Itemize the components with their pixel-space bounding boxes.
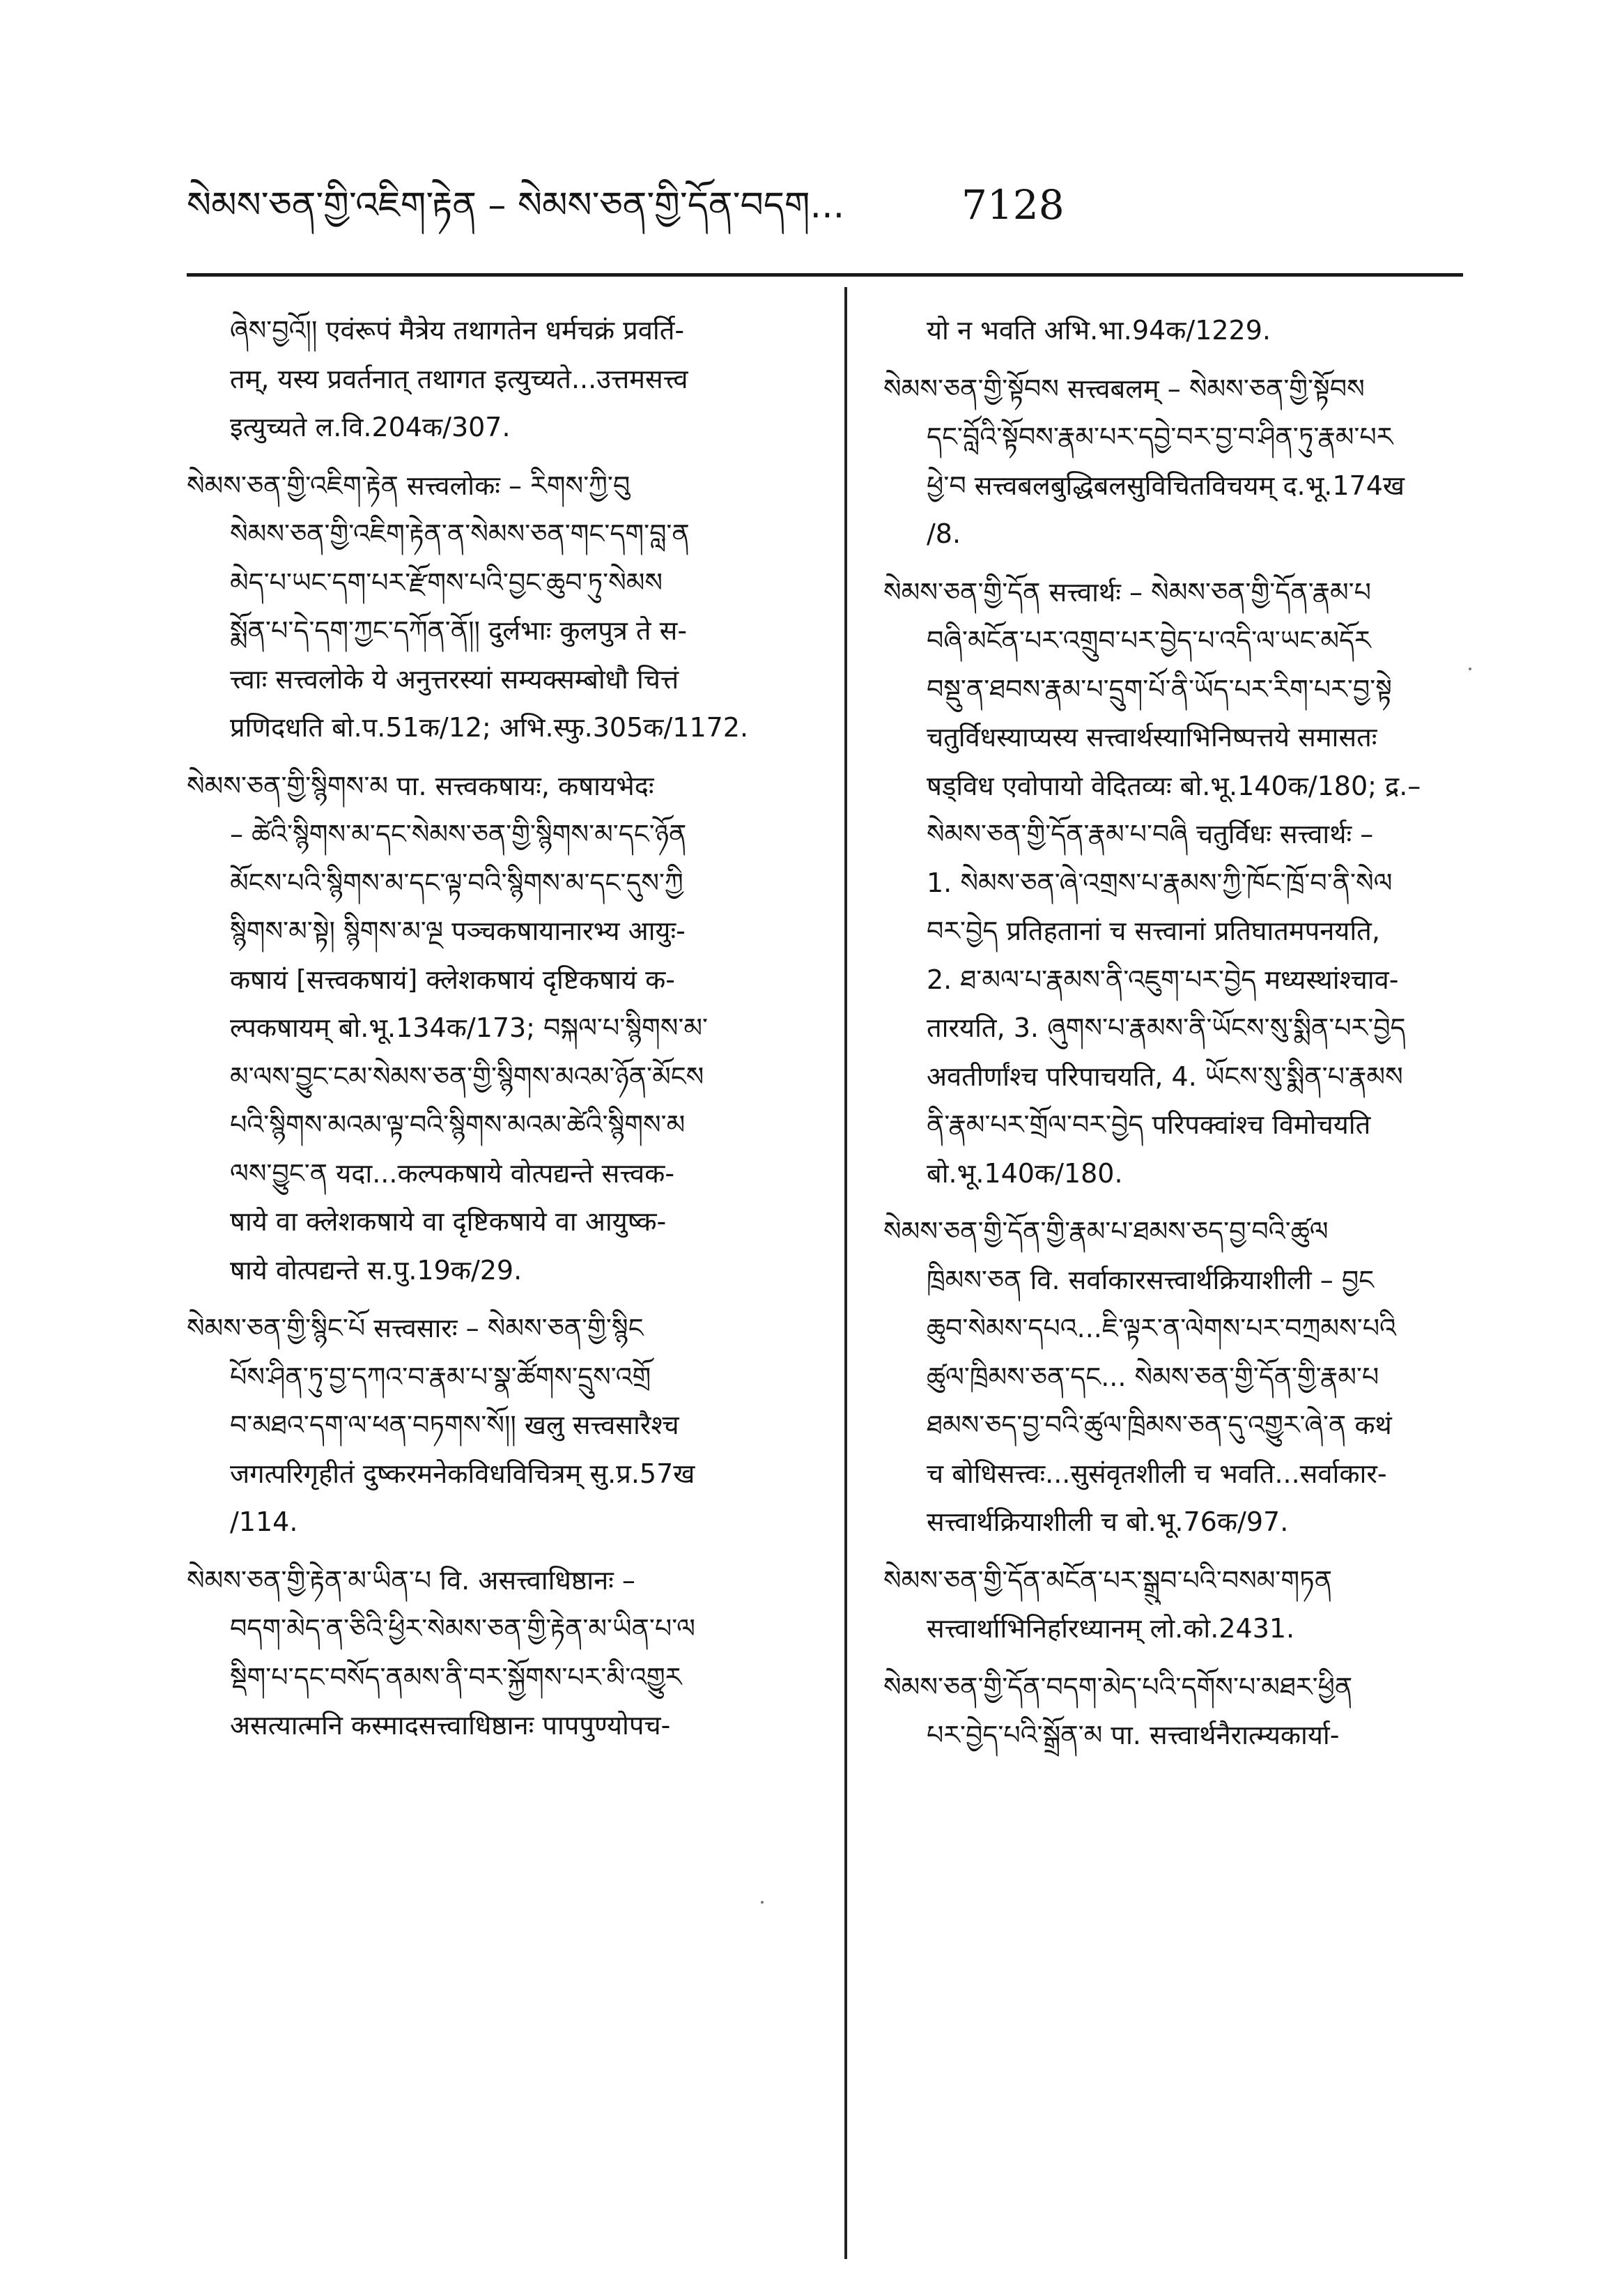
entry-line: सत्त्वार्थक्रियाशीली च बो.भू.76क/97. <box>927 1506 1289 1537</box>
scan-speck <box>1469 668 1471 670</box>
entry-line: असत्यात्मनि कस्मादसत्त्वाधिष्ठानः पापपुण्योपच- <box>230 1710 671 1741</box>
entry-line: चतुर्विधस्याप्यस्य सत्त्वार्थस्याभिनिष्पत्तये समासतः <box>927 722 1377 753</box>
entry-line: 2. ཐ་མལ་པ་རྣམས་ནི་འཇུག་པར་བྱེད मध्यस्थांश्चाव- <box>927 964 1399 995</box>
entry-line: བར་བྱེད प्रतिहतानां च सत्त्वानां प्रतिघातमपनयति, <box>927 916 1380 946</box>
entry-line: 1. སེམས་ཅན་ཞེ་འགྲས་པ་རྣམས་ཀྱི་ཁོང་ཁྲོ་བ་ནི་སེལ <box>927 867 1393 898</box>
entry-line: སེམས་ཅན་གྱི་འཇིག་རྟེན་ན་སེམས་ཅན་གང་དག་བླ་ན <box>230 518 690 549</box>
left-column <box>187 307 815 1760</box>
entry-line: षड्विध एवोपायो वेदितव्यः बो.भू.140क/180; द्र.– <box>927 770 1421 801</box>
header-rule <box>187 273 1463 277</box>
entry-line: ཕྱེ་བ सत्त्वबलबुद्धिबलसुविचितविचयम् द.भू.174ख <box>927 470 1405 501</box>
entry-line: མོངས་པའི་སྙིགས་མ་དང་ལྟ་བའི་སྙིགས་མ་དང་དུས་ཀྱི <box>230 867 683 898</box>
entry-line: བ་མཐའ་དག་ལ་ཕན་བཏགས་སོ།། खलु सत्त्वसारैश्च <box>230 1410 679 1440</box>
scan-speck <box>761 1901 764 1904</box>
entry-line: སེམས་ཅན་གྱི་སྙིགས་མ पा. सत्त्वकषायः, कषायभेदः <box>187 770 654 801</box>
dictionary-entry <box>187 762 815 1295</box>
continued-entry <box>187 307 815 452</box>
entry-line: སེམས་ཅན་གྱི་རྟེན་མ་ཡིན་པ वि. असत्त्वाधिष्ठानः – <box>187 1564 635 1596</box>
dictionary-entry <box>883 1663 1476 1760</box>
entry-line: ल्पकषायम् बो.भू.134क/173; བསྐལ་པ་སྙིགས་མ་ <box>230 1012 709 1043</box>
entry-line: यो न भवति अभि.भा.94क/1229. <box>927 315 1271 346</box>
entry-line: མ་ལས་བྱུང་ངམ་སེམས་ཅན་གྱི་སྙིགས་མའམ་ཉོན་མོངས <box>230 1061 704 1092</box>
page-number: 7128 <box>961 181 1065 229</box>
dictionary-entry <box>883 1208 1476 1547</box>
entry-line: དང་བློའི་སྟོབས་རྣམ་པར་དབྱེ་བར་བྱ་བ་ཤིན་ཏུ་རྣམ་པར <box>927 422 1393 452</box>
entry-line: प्रणिदधति बो.प.51क/12; अभि.स्फु.305क/1172. <box>230 712 749 743</box>
right-column <box>883 307 1476 1770</box>
entry-line: /8. <box>927 518 961 549</box>
entry-line: ལས་བྱུང་ན यदा...कल्पकषाये वोत्पद्यन्ते सत्त्वक- <box>230 1157 675 1189</box>
entry-line: जगत्परिगृहीतं दुष्करमनेकविधविचित्रम् सु.प्र.57ख <box>230 1458 695 1489</box>
dictionary-entry <box>187 462 815 753</box>
entry-line: སེམས་ཅན་གྱི་འཇིག་རྟེན सत्त्वलोकः – རིགས་ཀྱི་བུ <box>187 470 631 501</box>
running-head-title: སེམས་ཅན་གྱི་འཇིག་རྟེན – སེམས་ཅན་གྱི་དོན་བདག... <box>187 185 845 226</box>
entry-line: ཁྲིམས་ཅན वि. सर्वाकारसत्त्वार्थक्रियाशीली – བྱང <box>927 1264 1375 1295</box>
entry-line: ཆུབ་སེམས་དཔའ...ཇི་ལྟར་ན་ལེགས་པར་བཀྲམས་པའི <box>927 1313 1396 1343</box>
entry-line: षाये वोत्पद्यन्ते स.पु.19क/29. <box>230 1254 523 1286</box>
dictionary-entry <box>883 1557 1476 1654</box>
entry-line: ནི་རྣམ་པར་གྲོལ་བར་བྱེད परिपक्वांश्च विमोचयति <box>927 1109 1371 1140</box>
entry-line: अवतीर्णांश्च परिपाचयति, 4. ཡོངས་སུ་སྨིན་པ་རྣམས <box>927 1061 1403 1092</box>
entry-line: པོས་ཤིན་ཏུ་བྱ་དཀའ་བ་རྣམ་པ་སྣ་ཚོགས་དྲུས་འགྲོ <box>230 1361 651 1392</box>
entry-line: ཞེས་བྱའོ།། एवंरूपं मैत्रेय तथागतेन धर्मचक्रं प्रवर्ति- <box>230 315 685 346</box>
entry-line: བཞི་མངོན་པར་འགྲུབ་པར་བྱེད་པ་འདི་ལ་ཡང་མདོར <box>927 625 1371 656</box>
running-header <box>187 167 1462 244</box>
entry-line: བདག་མེད་ན་ཅིའི་ཕྱིར་སེམས་ཅན་གྱི་རྟེན་མ་ཡིན་པ་ལ <box>230 1613 695 1644</box>
entry-line: སྡིག་པ་དང་བསོད་ནམས་ནི་བར་སྐྱོགས་པར་མི་འགྱུར <box>230 1661 682 1693</box>
entry-line: कषायं [सत्त्वकषायं] क्लेशकषायं दृष्टिकषायं क- <box>230 964 675 995</box>
entry-line: སེམས་ཅན་གྱི་དོན་མངོན་པར་སྒྲུབ་པའི་བསམ་གཏན <box>883 1564 1333 1596</box>
entry-line: त्त्वाः सत्त्वलोके ये अनुत्तरस्यां सम्यक्सम्बोधौ चित्तं <box>230 663 679 695</box>
entry-line: ཚུལ་ཁྲིམས་ཅན་དང... སེམས་ཅན་གྱི་དོན་གྱི་རྣམ་པ <box>927 1361 1379 1392</box>
entry-line: इत्युच्यते ल.वि.204क/307. <box>230 412 511 442</box>
entry-line: – ཚེའི་སྙིགས་མ་དང་སེམས་ཅན་གྱི་སྙིགས་མ་དང་ཉོན <box>230 819 687 849</box>
continued-entry <box>883 307 1476 355</box>
dictionary-entry <box>187 1304 815 1547</box>
entry-line: སྨོན་པ་དེ་དག་ཀྱང་དཀོན་ནོ།། दुर्लभाः कुलपुत्र ते स- <box>230 615 688 646</box>
entry-line: སེམས་ཅན་གྱི་སྟོབས सत्त्वबलम् – སེམས་ཅན་གྱི་སྟོབས <box>883 373 1365 404</box>
entry-line: སེམས་ཅན་གྱི་དོན་གྱི་རྣམ་པ་ཐམས་ཅད་བྱ་བའི་ཚུལ <box>883 1216 1329 1247</box>
entry-line: སེམས་ཅན་གྱི་དོན་རྣམ་པ་བཞི चतुर्विधः सत्त्वार्थः – <box>927 819 1374 849</box>
entry-line: མེད་པ་ཡང་དག་པར་རྫོགས་པའི་བྱང་ཆུབ་ཏུ་སེམས <box>230 567 663 598</box>
entry-line: सत्त्वार्थाभिनिर्हारध्यानम् लो.को.2431. <box>927 1613 1295 1644</box>
entry-line: པར་བྱེད་པའི་སྒྲོན་མ पा. सत्त्वार्थनैरात्म्यकार्या- <box>927 1720 1340 1750</box>
column-divider <box>844 287 847 2259</box>
entry-line: སེམས་ཅན་གྱི་སྙིང་པོ सत्त्वसारः – སེམས་ཅན་གྱི་སྙིང <box>187 1313 644 1343</box>
entry-line: སྙིགས་མ་སྟེ། སྙིགས་མ་ལྔ पञ्चकषायानारभ्य आयुः- <box>230 916 686 946</box>
entry-line: बो.भू.140क/180. <box>927 1157 1123 1189</box>
entry-line: སེམས་ཅན་གྱི་དོན सत्त्वार्थः – སེམས་ཅན་གྱི་དོན་རྣམ་པ <box>883 576 1372 608</box>
entry-line: तारयति, 3. ཞུགས་པ་རྣམས་ནི་ཡོངས་སུ་སྨིན་པར་བྱེད <box>927 1012 1406 1043</box>
entry-line: སེམས་ཅན་གྱི་དོན་བདག་མེད་པའི་དགོས་པ་མཐར་ཕྱིན <box>883 1671 1353 1702</box>
dictionary-entry <box>883 365 1476 559</box>
entry-line: /114. <box>230 1506 298 1537</box>
entry-line: ཐམས་ཅད་བྱ་བའི་ཚུལ་ཁྲིམས་ཅན་དུ་འགྱུར་ཞེ་ན कथं <box>927 1410 1392 1440</box>
entry-line: तम्, यस्य प्रवर्तनात् तथागत इत्युच्यते...उत्तमसत्त्व <box>230 363 688 394</box>
dictionary-entry <box>187 1557 815 1750</box>
entry-line: च बोधिसत्त्वः...सुसंवृतशीली च भवति...सर्वाकार- <box>927 1458 1387 1489</box>
entry-line: བསྡུ་ན་ཐབས་རྣམ་པ་དྲུག་པོ་ནི་ཡོད་པར་རིག་པར་བྱ་སྟེ <box>927 673 1393 704</box>
entry-line: པའི་སྙིགས་མའམ་ལྟ་བའི་སྙིགས་མའམ་ཚེའི་སྙིགས་མ <box>230 1109 686 1140</box>
entry-line: षाये वा क्लेशकषाये वा दृष्टिकषाये वा आयुष्क- <box>230 1206 667 1237</box>
dictionary-entry <box>883 569 1476 1199</box>
